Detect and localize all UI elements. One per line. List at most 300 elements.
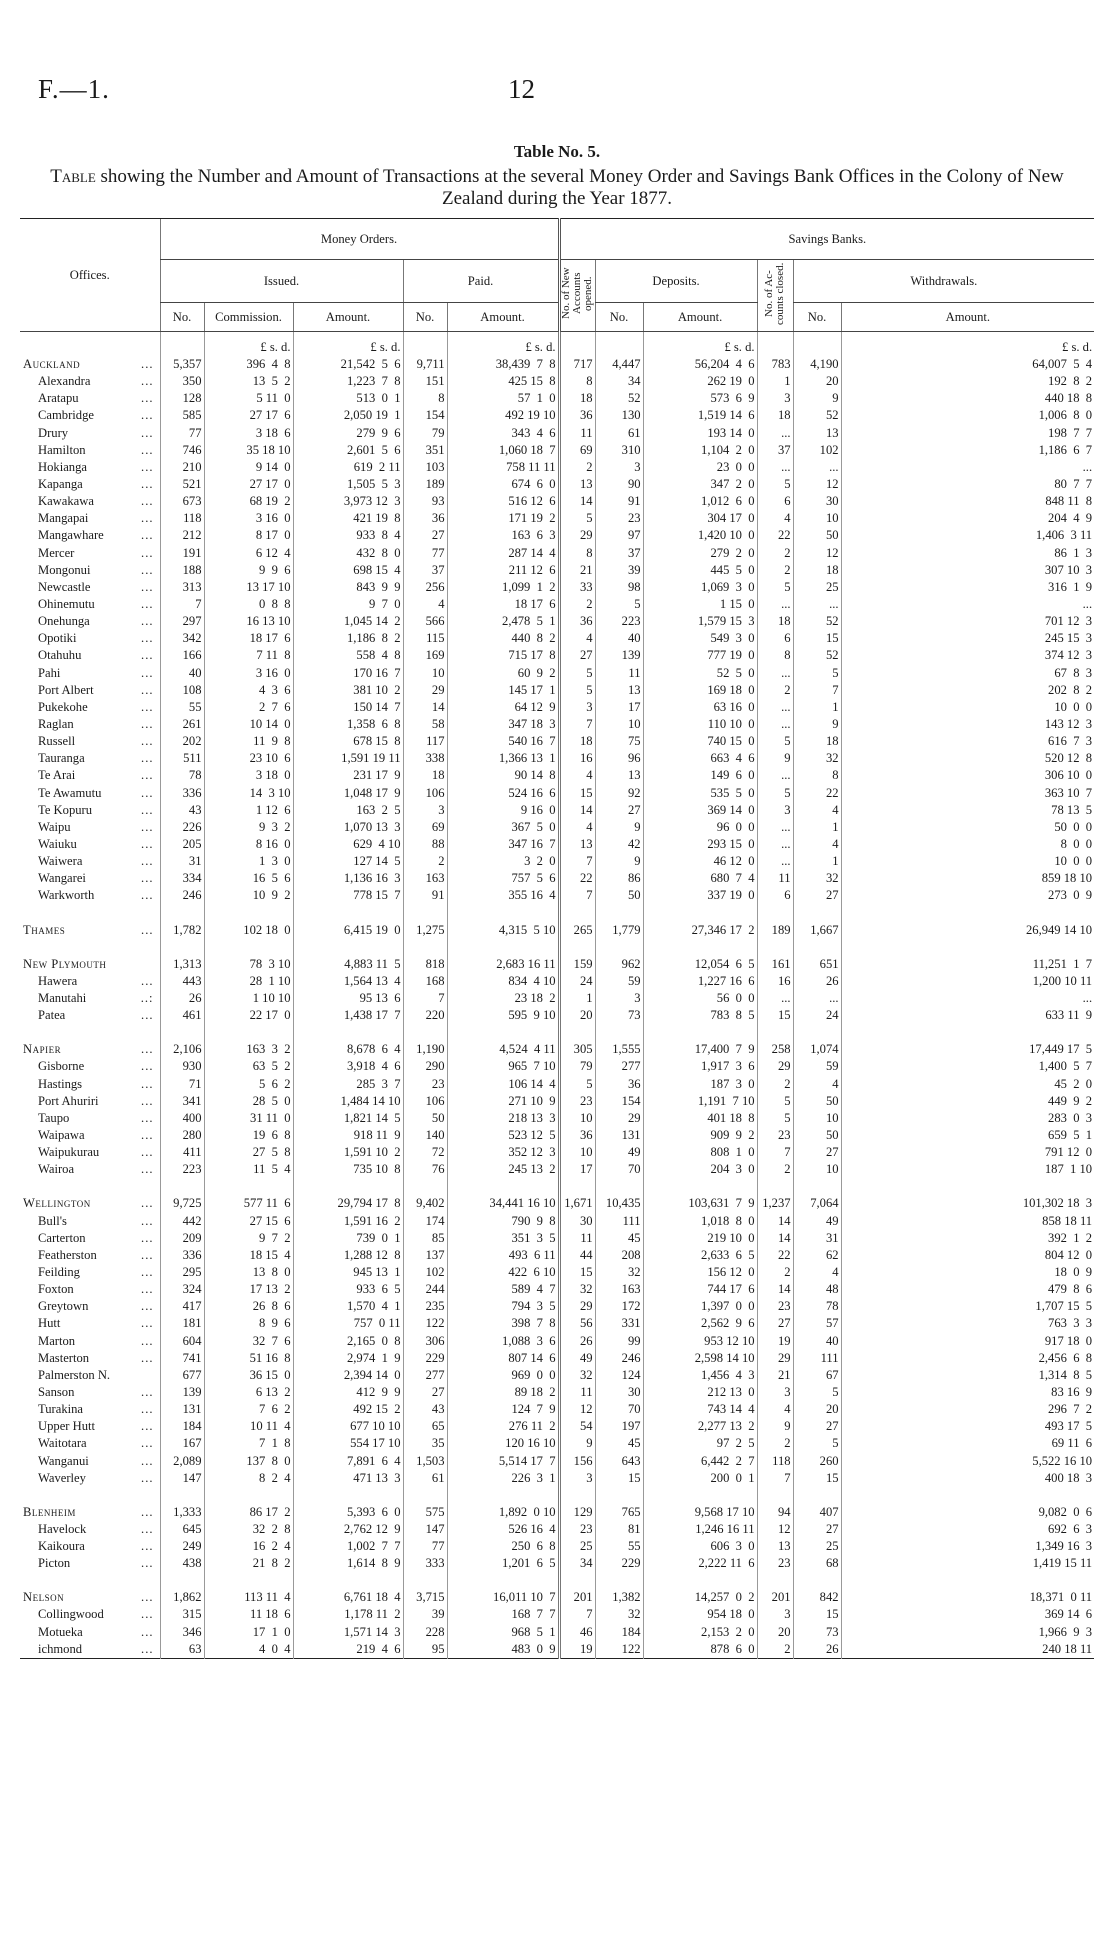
sb-accounts-closed-cell: 2: [757, 682, 793, 699]
table-row: [20, 562, 1094, 579]
sb-withdrawals-no-cell: 52: [793, 647, 841, 664]
office-name: [20, 459, 160, 476]
sb-withdrawals-no-cell: 27: [793, 1418, 841, 1435]
sb-deposits-amount-cell: 808 1 0: [643, 1144, 757, 1161]
sb-withdrawals-no-cell: 18: [793, 733, 841, 750]
mo-issued-no-cell: 63: [160, 1641, 204, 1659]
sb-accounts-closed-cell: 12: [757, 1521, 793, 1538]
mo-commission-cell: 9 7 2: [204, 1230, 293, 1247]
mo-issued-no-cell: 342: [160, 630, 204, 647]
sb-withdrawals-no-cell: 8: [793, 767, 841, 784]
table-row: [20, 1195, 1094, 1212]
sb-withdrawals-no-cell: 27: [793, 1521, 841, 1538]
table-row: [20, 545, 1094, 562]
accounts-closed-header-text: No. of Ac- counts closed.: [763, 262, 787, 325]
leader-dots: ...: [141, 1624, 154, 1639]
sb-withdrawals-amount-cell: 1,349 16 3: [841, 1538, 1094, 1555]
spacer-cell: [160, 1487, 204, 1504]
mo-issued-no-cell: 249: [160, 1538, 204, 1555]
office-name: [20, 476, 160, 493]
office-name: [20, 973, 160, 990]
mo-commission-cell: 3 16 0: [204, 665, 293, 682]
sb-accounts-closed-cell: 7: [757, 1470, 793, 1487]
mo-issued-no-cell: 313: [160, 579, 204, 596]
sb-withdrawals-amount-cell: 859 18 10: [841, 870, 1094, 887]
mo-issued-amount-cell: 739 0 1: [293, 1230, 403, 1247]
mo-paid-amount-cell: 758 11 11: [447, 459, 559, 476]
sb-withdrawals-no-cell: 1,667: [793, 922, 841, 939]
sb-withdrawals-amount-cell: 374 12 3: [841, 647, 1094, 664]
office-label: Otahuhu: [38, 648, 82, 663]
mo-paid-no-cell: 147: [403, 1521, 447, 1538]
sb-deposits-no-cell: 27: [595, 802, 643, 819]
sb-deposits-no-cell: 310: [595, 442, 643, 459]
office-name: [20, 356, 160, 373]
sb-withdrawals-amount-cell: 363 10 7: [841, 785, 1094, 802]
mo-issued-amount-cell: 1,358 6 8: [293, 716, 403, 733]
leader-dots: ...: [141, 494, 154, 509]
sb-withdrawals-no-cell: 50: [793, 1127, 841, 1144]
mo-paid-amount-cell: 540 16 7: [447, 733, 559, 750]
leader-dots: ...: [141, 1230, 154, 1245]
office-name: [20, 1401, 160, 1418]
office-label: Hokianga: [38, 459, 87, 474]
office-name: [20, 562, 160, 579]
sb-accounts-closed-cell: 23: [757, 1298, 793, 1315]
mo-commission-cell: 23 10 6: [204, 750, 293, 767]
sb-deposits-amount-cell: 777 19 0: [643, 647, 757, 664]
sb-withdrawals-no-cell: 1: [793, 699, 841, 716]
mo-issued-no-cell: 246: [160, 887, 204, 904]
leader-dots: ..:: [140, 990, 154, 1005]
offices-header: Offices.: [20, 219, 160, 332]
mo-issued-amount-cell: 1,570 4 1: [293, 1298, 403, 1315]
mo-commission-cell: 16 13 10: [204, 613, 293, 630]
mo-paid-amount-cell: 492 19 10: [447, 407, 559, 424]
leader-dots: ...: [141, 1110, 154, 1125]
office-label: Collingwood: [38, 1607, 104, 1622]
mo-issued-no-cell: 521: [160, 476, 204, 493]
mo-issued-amount-cell: 1,178 11 2: [293, 1606, 403, 1623]
office-label: Greytown: [38, 1299, 89, 1314]
spacer-cell: [841, 905, 1094, 922]
mo-commission-cell: 113 11 4: [204, 1589, 293, 1606]
office-name: [20, 1127, 160, 1144]
sb-accounts-closed-cell: 161: [757, 956, 793, 973]
mo-paid-amount-cell: 516 12 6: [447, 493, 559, 510]
office-label: Havelock: [38, 1521, 87, 1536]
table-row: [20, 1641, 1094, 1659]
sb-deposits-no-cell: 111: [595, 1212, 643, 1229]
mo-issued-no-cell: 188: [160, 562, 204, 579]
office-label: Raglan: [38, 717, 74, 732]
mo-commission-cell: 5 11 0: [204, 390, 293, 407]
sb-new-accounts-cell: 15: [559, 785, 595, 802]
mo-paid-no-cell: 35: [403, 1435, 447, 1452]
mo-paid-amount-cell: 57 1 0: [447, 390, 559, 407]
sb-deposits-amount-cell: 369 14 0: [643, 802, 757, 819]
sb-deposits-amount-cell: 347 2 0: [643, 476, 757, 493]
sb-new-accounts-cell: 25: [559, 1538, 595, 1555]
mo-issued-amount-cell: 1,821 14 5: [293, 1110, 403, 1127]
spacer-cell: [559, 1178, 595, 1195]
mo-paid-no-cell: 37: [403, 562, 447, 579]
sb-withdrawals-no-cell: 842: [793, 1589, 841, 1606]
sb-new-accounts-cell: 22: [559, 870, 595, 887]
sb-deposits-amount-cell: 954 18 0: [643, 1606, 757, 1623]
mo-commission-cell: 68 19 2: [204, 493, 293, 510]
mo-commission-cell: 10 14 0: [204, 716, 293, 733]
sb-accounts-closed-cell: 5: [757, 733, 793, 750]
sb-deposits-amount-cell: 212 13 0: [643, 1384, 757, 1401]
mo-issued-amount-cell: 219 4 6: [293, 1641, 403, 1659]
spacer-cell: [793, 1024, 841, 1041]
office-label: Waipawa: [38, 1127, 85, 1142]
mo-issued-no-cell: 324: [160, 1281, 204, 1298]
sb-new-accounts-cell: 16: [559, 750, 595, 767]
sb-deposits-amount-cell: 204 3 0: [643, 1161, 757, 1178]
sb-withdrawals-amount-cell: 316 1 9: [841, 579, 1094, 596]
new-accounts-header-text: No. of New Accounts opened.: [560, 267, 595, 320]
sb-deposits-no-cell: 55: [595, 1538, 643, 1555]
mo-issued-amount-cell: 471 13 3: [293, 1470, 403, 1487]
sb-withdrawals-no-cell: ...: [793, 596, 841, 613]
mo-issued-no-cell: 31: [160, 853, 204, 870]
sb-withdrawals-amount-cell: 283 0 3: [841, 1110, 1094, 1127]
spacer-cell: [293, 1024, 403, 1041]
leader-dots: ...: [141, 528, 154, 543]
sb-withdrawals-amount-cell: 67 8 3: [841, 665, 1094, 682]
sb-deposits-no-cell: 765: [595, 1504, 643, 1521]
sb-accounts-closed-cell: ...: [757, 767, 793, 784]
sb-deposits-amount-cell: 744 17 6: [643, 1281, 757, 1298]
mo-issued-amount-cell: 7,891 6 4: [293, 1452, 403, 1469]
office-name: [20, 1264, 160, 1281]
mo-commission-cell: 27 5 8: [204, 1144, 293, 1161]
mo-paid-no-cell: 69: [403, 819, 447, 836]
office-label: Upper Hutt: [38, 1419, 96, 1434]
mo-paid-no-cell: 50: [403, 1110, 447, 1127]
office-label: Alexandra: [38, 374, 91, 389]
sb-new-accounts-cell: 156: [559, 1452, 595, 1469]
mo-commission-cell: 11 9 8: [204, 733, 293, 750]
sb-deposits-amount-cell: 52 5 0: [643, 665, 757, 682]
sb-deposits-no-cell: 15: [595, 1470, 643, 1487]
mo-commission-cell: 102 18 0: [204, 922, 293, 939]
sb-deposits-no-cell: 70: [595, 1401, 643, 1418]
office-name: [20, 407, 160, 424]
mo-paid-no-cell: 277: [403, 1367, 447, 1384]
paid-amount-header: Amount.: [447, 303, 559, 332]
sb-deposits-amount-cell: 156 12 0: [643, 1264, 757, 1281]
leader-dots: ...: [141, 1196, 154, 1211]
sb-withdrawals-no-cell: 102: [793, 442, 841, 459]
mo-issued-amount-cell: 2,165 0 8: [293, 1332, 403, 1349]
mo-paid-no-cell: 27: [403, 1384, 447, 1401]
sb-deposits-no-cell: 98: [595, 579, 643, 596]
sb-deposits-no-cell: 122: [595, 1641, 643, 1659]
mo-paid-no-cell: 85: [403, 1230, 447, 1247]
mo-issued-no-cell: 5,357: [160, 356, 204, 373]
mo-paid-no-cell: 151: [403, 373, 447, 390]
mo-issued-no-cell: 673: [160, 493, 204, 510]
mo-commission-cell: 10 9 2: [204, 887, 293, 904]
mo-commission-cell: 8 16 0: [204, 836, 293, 853]
sb-deposits-amount-cell: 187 3 0: [643, 1075, 757, 1092]
office-name: [20, 699, 160, 716]
office-name: [20, 802, 160, 819]
sb-deposits-no-cell: 13: [595, 767, 643, 784]
sb-deposits-no-cell: 9: [595, 819, 643, 836]
withdrawals-no-header: No.: [793, 303, 841, 332]
mo-issued-no-cell: 1,782: [160, 922, 204, 939]
sb-new-accounts-cell: 27: [559, 647, 595, 664]
mo-issued-no-cell: 645: [160, 1521, 204, 1538]
office-name: [20, 442, 160, 459]
sb-new-accounts-cell: 46: [559, 1624, 595, 1641]
sb-new-accounts-cell: 15: [559, 1264, 595, 1281]
spacer-cell: [595, 1572, 643, 1589]
mo-paid-no-cell: 95: [403, 1641, 447, 1659]
mo-paid-amount-cell: 834 4 10: [447, 973, 559, 990]
mo-commission-cell: 32 2 8: [204, 1521, 293, 1538]
leader-dots: ...: [141, 408, 154, 423]
sb-withdrawals-no-cell: 15: [793, 1606, 841, 1623]
table-row: [20, 802, 1094, 819]
office-name: [20, 1606, 160, 1623]
sb-withdrawals-no-cell: 20: [793, 1401, 841, 1418]
table-row: [20, 767, 1094, 784]
mo-commission-cell: 86 17 2: [204, 1504, 293, 1521]
sb-new-accounts-cell: 33: [559, 579, 595, 596]
sb-deposits-no-cell: 23: [595, 510, 643, 527]
mo-issued-no-cell: 930: [160, 1058, 204, 1075]
sb-deposits-no-cell: 73: [595, 1007, 643, 1024]
mo-commission-cell: 21 8 2: [204, 1555, 293, 1572]
leader-dots: ...: [141, 665, 154, 680]
table-row: [20, 716, 1094, 733]
sb-deposits-amount-cell: 56 0 0: [643, 990, 757, 1007]
mo-paid-amount-cell: 3 2 0: [447, 853, 559, 870]
sb-withdrawals-amount-cell: 848 11 8: [841, 493, 1094, 510]
mo-commission-cell: 8 17 0: [204, 527, 293, 544]
sb-withdrawals-amount-cell: 1,186 6 7: [841, 442, 1094, 459]
spacer-cell: [204, 1487, 293, 1504]
mo-issued-amount-cell: 170 16 7: [293, 665, 403, 682]
sb-withdrawals-no-cell: 67: [793, 1367, 841, 1384]
sb-withdrawals-amount-cell: 763 3 3: [841, 1315, 1094, 1332]
sb-withdrawals-no-cell: 4,190: [793, 356, 841, 373]
sb-new-accounts-cell: 23: [559, 1093, 595, 1110]
office-label: Mercer: [38, 545, 75, 560]
mo-commission-cell: 18 15 4: [204, 1247, 293, 1264]
mo-paid-amount-cell: 757 5 6: [447, 870, 559, 887]
mo-paid-amount-cell: 794 3 5: [447, 1298, 559, 1315]
sb-deposits-amount-cell: 304 17 0: [643, 510, 757, 527]
sb-accounts-closed-cell: 3: [757, 390, 793, 407]
office-name: [20, 1384, 160, 1401]
mo-commission-cell: 13 5 2: [204, 373, 293, 390]
mo-paid-no-cell: 4: [403, 596, 447, 613]
sb-withdrawals-amount-cell: 86 1 3: [841, 545, 1094, 562]
mo-commission-cell: 1 10 10: [204, 990, 293, 1007]
leader-dots: ...: [141, 614, 154, 629]
mo-issued-no-cell: 131: [160, 1401, 204, 1418]
sb-accounts-closed-cell: 8: [757, 647, 793, 664]
mo-paid-no-cell: 174: [403, 1212, 447, 1229]
office-name: [20, 1093, 160, 1110]
mo-paid-no-cell: 77: [403, 545, 447, 562]
leader-dots: ...: [141, 1521, 154, 1536]
mo-paid-amount-cell: 163 6 3: [447, 527, 559, 544]
mo-paid-amount-cell: 526 16 4: [447, 1521, 559, 1538]
sb-withdrawals-no-cell: 4: [793, 1264, 841, 1281]
table-row: [20, 1452, 1094, 1469]
office-label: Carterton: [38, 1230, 86, 1245]
mo-commission-cell: 6 12 4: [204, 545, 293, 562]
sb-deposits-amount-cell: 401 18 8: [643, 1110, 757, 1127]
office-name: [20, 390, 160, 407]
sb-withdrawals-no-cell: 50: [793, 1093, 841, 1110]
mo-paid-amount-cell: 145 17 1: [447, 682, 559, 699]
sb-deposits-no-cell: 29: [595, 1110, 643, 1127]
mo-paid-no-cell: 36: [403, 510, 447, 527]
sb-accounts-closed-cell: 15: [757, 1007, 793, 1024]
mo-issued-no-cell: 2,089: [160, 1452, 204, 1469]
sb-deposits-amount-cell: 200 0 1: [643, 1470, 757, 1487]
sb-withdrawals-amount-cell: 369 14 6: [841, 1606, 1094, 1623]
office-label: Taupo: [38, 1110, 70, 1125]
table-row: [20, 870, 1094, 887]
table-row: [20, 1110, 1094, 1127]
office-label: Napier: [23, 1042, 62, 1057]
mo-paid-amount-cell: 493 6 11: [447, 1247, 559, 1264]
mo-paid-no-cell: 93: [403, 493, 447, 510]
sb-accounts-closed-cell: 5: [757, 1110, 793, 1127]
mo-paid-no-cell: 122: [403, 1315, 447, 1332]
mo-paid-no-cell: 1,275: [403, 922, 447, 939]
sb-withdrawals-amount-cell: 83 16 9: [841, 1384, 1094, 1401]
sb-withdrawals-amount-cell: 1,406 3 11: [841, 527, 1094, 544]
sb-withdrawals-amount-cell: 616 7 3: [841, 733, 1094, 750]
sb-deposits-amount-cell: 96 0 0: [643, 819, 757, 836]
mo-paid-no-cell: 9,402: [403, 1195, 447, 1212]
sb-deposits-no-cell: 39: [595, 562, 643, 579]
sb-new-accounts-cell: 79: [559, 1058, 595, 1075]
office-name: [20, 1298, 160, 1315]
sb-accounts-closed-cell: ...: [757, 459, 793, 476]
office-label: Kapanga: [38, 477, 83, 492]
sb-new-accounts-cell: 56: [559, 1315, 595, 1332]
mo-issued-no-cell: 77: [160, 425, 204, 442]
sb-withdrawals-no-cell: 5: [793, 1384, 841, 1401]
table-row: [20, 990, 1094, 1007]
mo-issued-no-cell: 400: [160, 1110, 204, 1127]
sb-deposits-amount-cell: 878 6 0: [643, 1641, 757, 1659]
new-accounts-header: [559, 260, 595, 332]
sb-withdrawals-amount-cell: 392 1 2: [841, 1230, 1094, 1247]
sb-deposits-no-cell: 32: [595, 1264, 643, 1281]
leader-dots: ...: [141, 1539, 154, 1554]
sb-new-accounts-cell: 5: [559, 510, 595, 527]
sb-new-accounts-cell: 4: [559, 630, 595, 647]
sb-accounts-closed-cell: ...: [757, 716, 793, 733]
table-row: [20, 596, 1094, 613]
mo-paid-amount-cell: 4,315 5 10: [447, 922, 559, 939]
transactions-table: [20, 218, 1094, 1659]
mo-paid-no-cell: 29: [403, 682, 447, 699]
table-row: [20, 1247, 1094, 1264]
leader-dots: ...: [141, 1145, 154, 1160]
sb-withdrawals-amount-cell: 1,006 8 0: [841, 407, 1094, 424]
table-row: [20, 1504, 1094, 1521]
sb-withdrawals-amount-cell: 17,449 17 5: [841, 1041, 1094, 1058]
mo-commission-cell: 3 16 0: [204, 510, 293, 527]
sb-deposits-no-cell: 50: [595, 887, 643, 904]
mo-issued-no-cell: 461: [160, 1007, 204, 1024]
mo-issued-no-cell: 167: [160, 1435, 204, 1452]
office-label: Patea: [38, 1008, 66, 1023]
mo-issued-no-cell: 147: [160, 1470, 204, 1487]
table-row: [20, 836, 1094, 853]
mo-paid-no-cell: 72: [403, 1144, 447, 1161]
sb-withdrawals-amount-cell: 10 0 0: [841, 853, 1094, 870]
sb-accounts-closed-cell: 22: [757, 1247, 793, 1264]
sb-withdrawals-no-cell: 20: [793, 373, 841, 390]
leader-dots: ...: [141, 1333, 154, 1348]
office-label: Newcastle: [38, 579, 91, 594]
sb-deposits-no-cell: 86: [595, 870, 643, 887]
office-name: [20, 1161, 160, 1178]
sb-withdrawals-amount-cell: 187 1 10: [841, 1161, 1094, 1178]
mo-paid-amount-cell: 120 16 10: [447, 1435, 559, 1452]
mo-issued-amount-cell: 421 19 8: [293, 510, 403, 527]
sb-withdrawals-amount-cell: 5,522 16 10: [841, 1452, 1094, 1469]
mo-issued-amount-cell: 735 10 8: [293, 1161, 403, 1178]
mo-paid-amount-cell: 367 5 0: [447, 819, 559, 836]
mo-commission-cell: 2 7 6: [204, 699, 293, 716]
sb-new-accounts-cell: 7: [559, 853, 595, 870]
mo-issued-amount-cell: 4,883 11 5: [293, 956, 403, 973]
sb-new-accounts-cell: 44: [559, 1247, 595, 1264]
office-name: [20, 1367, 160, 1384]
mo-paid-amount-cell: 355 16 4: [447, 887, 559, 904]
sb-withdrawals-amount-cell: 273 0 9: [841, 887, 1094, 904]
sb-accounts-closed-cell: 3: [757, 1384, 793, 1401]
table-row: [20, 1470, 1094, 1487]
leader-dots: ...: [141, 442, 154, 457]
sb-withdrawals-no-cell: 10: [793, 510, 841, 527]
mo-paid-no-cell: 43: [403, 1401, 447, 1418]
sb-withdrawals-amount-cell: 26,949 14 10: [841, 922, 1094, 939]
sb-accounts-closed-cell: ...: [757, 699, 793, 716]
sb-deposits-amount-cell: 169 18 0: [643, 682, 757, 699]
mo-paid-amount-cell: 287 14 4: [447, 545, 559, 562]
mo-issued-amount-cell: 558 4 8: [293, 647, 403, 664]
sb-deposits-no-cell: 49: [595, 1144, 643, 1161]
leader-dots: ...: [141, 1419, 154, 1434]
office-name: [20, 1247, 160, 1264]
office-label: Waipukurau: [38, 1145, 100, 1160]
sb-accounts-closed-cell: 11: [757, 870, 793, 887]
sb-withdrawals-no-cell: 30: [793, 493, 841, 510]
mo-paid-amount-cell: 90 14 8: [447, 767, 559, 784]
sb-deposits-no-cell: 643: [595, 1452, 643, 1469]
mo-issued-no-cell: 417: [160, 1298, 204, 1315]
mo-issued-no-cell: 118: [160, 510, 204, 527]
mo-paid-no-cell: 229: [403, 1350, 447, 1367]
leader-dots: ...: [141, 1076, 154, 1091]
